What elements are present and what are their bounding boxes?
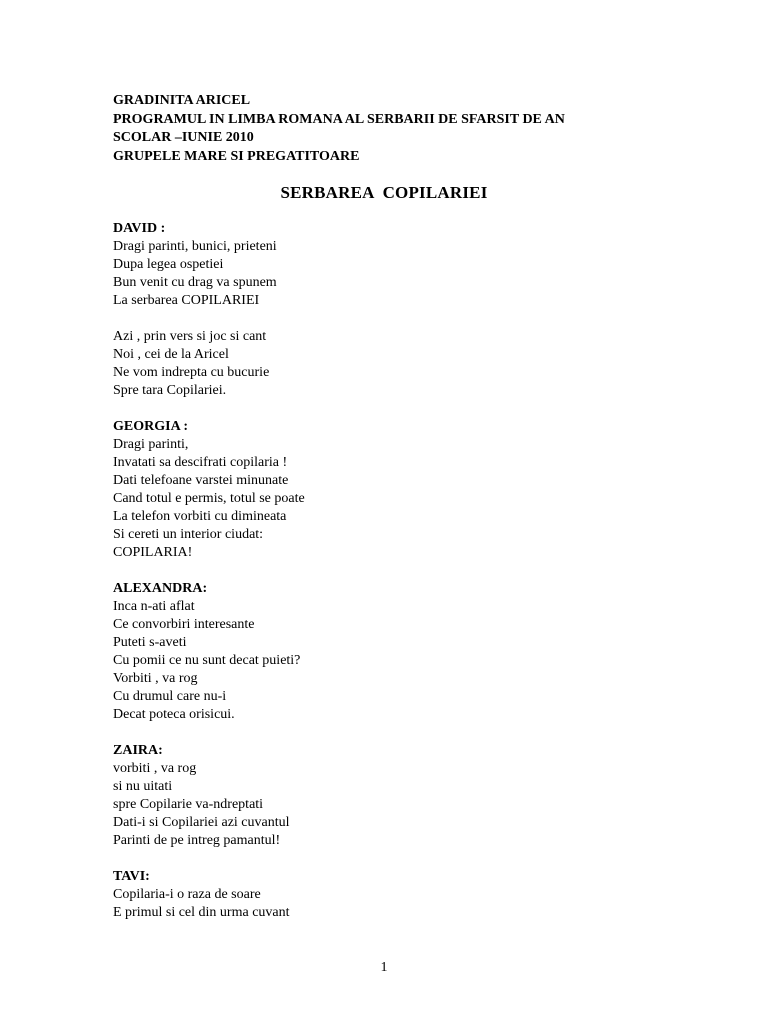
verse-line: Cand totul e permis, totul se poate [113,491,305,506]
verse-line: Copilaria-i o raza de soare [113,887,261,902]
verse-line: Ne vom indrepta cu bucurie [113,365,270,380]
verse-line: Vorbiti , va rog [113,671,198,686]
speaker-name: ALEXANDRA: [113,581,208,596]
verse-line: COPILARIA! [113,545,193,560]
verse-line: Bun venit cu drag va spunem [113,275,277,290]
verse-line: Dupa legea ospetiei [113,257,224,272]
document-header [113,92,673,166]
verse-line: Dragi parinti, [113,437,189,452]
section-tavi [113,868,673,922]
verse-line: Decat poteca orisicui. [113,707,235,722]
stanza [113,328,673,400]
verse-line: Dati-i si Copilariei azi cuvantul [113,815,290,830]
stanza [113,238,673,310]
verse-line: Azi , prin vers si joc si cant [113,329,267,344]
header-line-kindergarten: GRADINITA ARICEL [113,93,251,108]
verse-line: Dragi parinti, bunici, prieteni [113,239,277,254]
page-number: 1 [380,960,388,975]
section-zaira [113,742,673,850]
verse-line: Parinti de pe intreg pamantul! [113,833,281,848]
script-body [113,220,673,922]
speaker-name: TAVI: [113,869,150,884]
verse-line: Invatati sa descifrati copilaria ! [113,455,288,470]
stanza [113,598,673,724]
verse-line: spre Copilarie va-ndreptati [113,797,264,812]
verse-line: si nu uitati [113,779,173,794]
section-georgia [113,418,673,562]
verse-line: Si cereti un interior ciudat: [113,527,264,542]
header-line-program: PROGRAMUL IN LIMBA ROMANA AL SERBARII DE SFARSIT DE AN [113,111,565,127]
verse-line: Cu pomii ce nu sunt decat puieti? [113,653,301,668]
section-alexandra [113,580,673,724]
verse-line: Cu drumul care nu-i [113,689,227,704]
verse-line: Puteti s-aveti [113,635,187,650]
verse-line: Noi , cei de la Aricel [113,347,229,362]
verse-line: Spre tara Copilariei. [113,383,227,398]
stanza [113,760,673,850]
speaker-name: ZAIRA: [113,743,163,758]
verse-line: Ce convorbiri interesante [113,617,255,632]
stanza [113,436,673,562]
verse-line: Inca n-ati aflat [113,599,195,614]
speaker-name: GEORGIA : [113,419,189,434]
verse-line: Dati telefoane varstei minunate [113,473,289,488]
verse-line: La serbarea COPILARIEI [113,293,260,308]
verse-line: vorbiti , va rog [113,761,197,776]
header-line-groups: GRUPELE MARE SI PREGATITOARE [113,148,360,164]
page-title: SERBAREA COPILARIEI [280,183,488,202]
section-david [113,220,673,400]
stanza [113,886,673,922]
header-line-school-year: SCOLAR –IUNIE 2010 [113,130,254,145]
verse-line: E primul si cel din urma cuvant [113,905,290,920]
speaker-name: DAVID : [113,221,166,236]
verse-line: La telefon vorbiti cu dimineata [113,509,287,524]
